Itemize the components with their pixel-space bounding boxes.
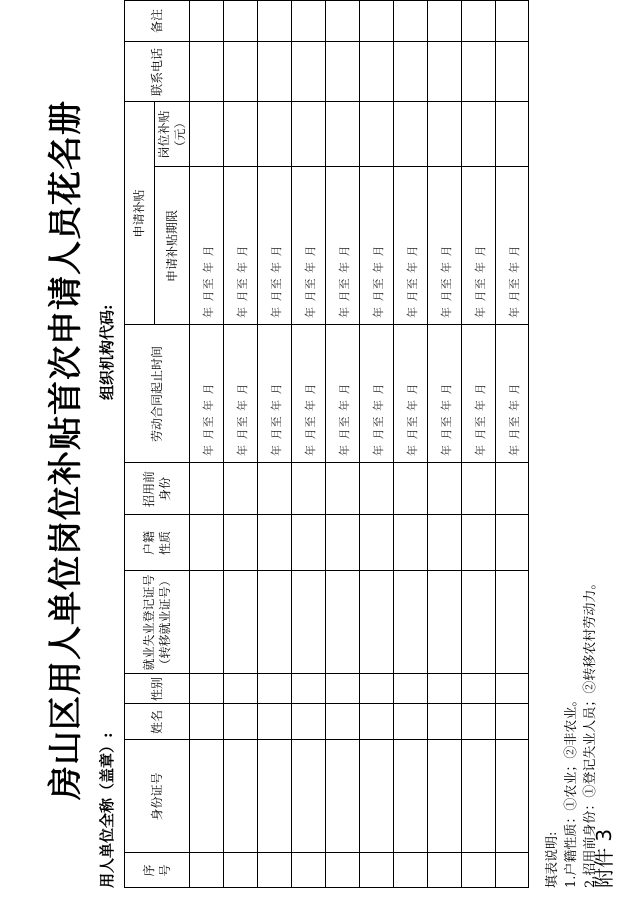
contract-date-range: 年 月至 年 月 (474, 382, 487, 456)
contract-date-range: 年 月至 年 月 (236, 382, 249, 456)
subsidy-date-range: 年 月至 年 月 (440, 244, 453, 318)
header-id-number: 身份证号 (149, 772, 164, 821)
header-subsidy-group: 申请补贴 (132, 189, 146, 238)
header-subsidy-amount: 岗位补贴（元） (156, 110, 187, 159)
attachment-label: 附件 3 (592, 828, 616, 888)
contract-date-range: 年 月至 年 月 (372, 382, 385, 456)
note-item: 1.户籍性质：①农业；②非农业。 (564, 693, 579, 888)
header-contract-period: 劳动合同起止时间 (149, 346, 164, 443)
employer-name-label: 用人单位全称（盖章）: (98, 732, 116, 888)
notes-heading: 填表说明: (545, 831, 560, 888)
contract-date-range: 年 月至 年 月 (270, 382, 283, 456)
header-hukou: 户籍性质 (141, 531, 172, 556)
contract-date-range: 年 月至 年 月 (440, 382, 453, 456)
page-title: 房山区用人单位岗位补贴首次申请人员花名册 (46, 100, 86, 800)
filling-notes (543, 577, 600, 888)
header-phone: 联系电话 (149, 48, 164, 97)
header-remarks: 备注 (149, 9, 164, 34)
subsidy-date-range: 年 月至 年 月 (508, 244, 521, 318)
note-item: 2.招用前身份：①登记失业人员；②转移农村劳动力。 (583, 576, 598, 888)
subsidy-date-range: 年 月至 年 月 (236, 244, 249, 318)
subsidy-date-range: 年 月至 年 月 (372, 244, 385, 318)
subsidy-date-range: 年 月至 年 月 (202, 244, 215, 318)
header-subsidy-period: 申请补贴期限 (164, 210, 179, 283)
subsidy-date-range: 年 月至 年 月 (304, 244, 317, 318)
org-code-label: 组织机构代码: (98, 304, 116, 400)
contract-date-range: 年 月至 年 月 (338, 382, 351, 456)
contract-date-range: 年 月至 年 月 (406, 382, 419, 456)
header-gender: 性别 (149, 677, 164, 702)
contract-date-range: 年 月至 年 月 (304, 382, 317, 456)
contract-date-range: 年 月至 年 月 (202, 382, 215, 456)
header-prior-status: 招用前身份 (141, 471, 172, 508)
subsidy-date-range: 年 月至 年 月 (270, 244, 283, 318)
subsidy-date-range: 年 月至 年 月 (406, 244, 419, 318)
subsidy-date-range: 年 月至 年 月 (338, 244, 351, 318)
contract-date-range: 年 月至 年 月 (508, 382, 521, 456)
subsidy-date-range: 年 月至 年 月 (474, 244, 487, 318)
header-seq: 序号 (141, 864, 172, 877)
header-employment-cert: 就业失业登记证号（转移就业证号） (141, 574, 172, 671)
header-name: 姓名 (149, 710, 164, 735)
roster-table (124, 0, 529, 888)
